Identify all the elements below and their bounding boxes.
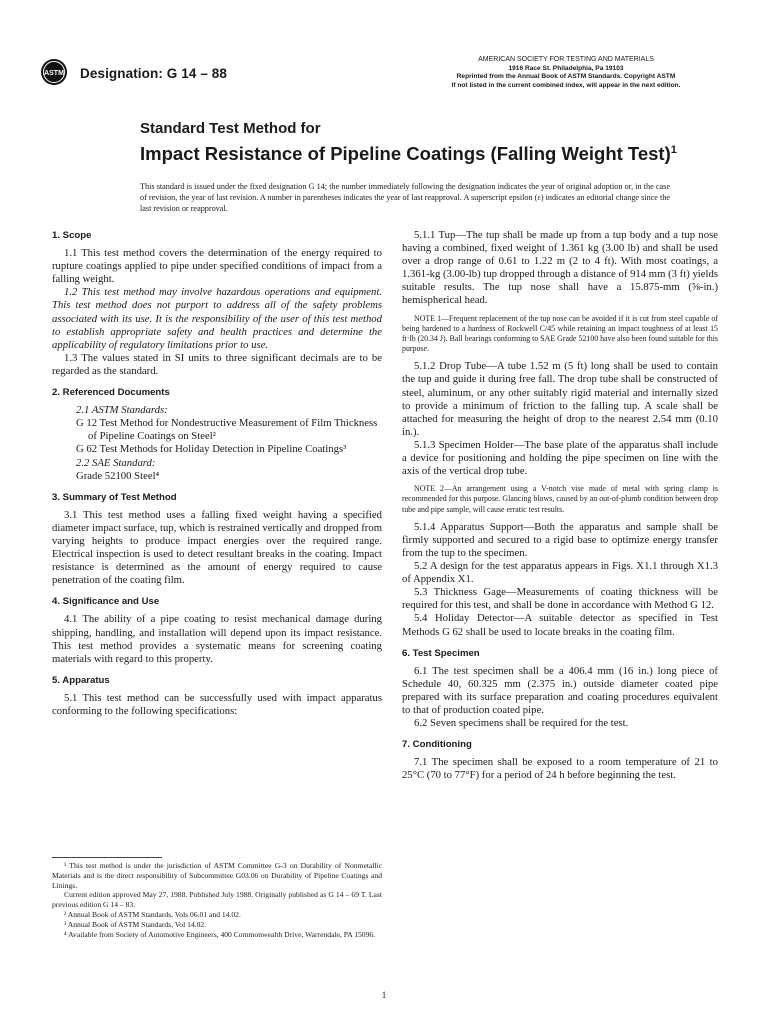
title-prefix: Standard Test Method for [140, 120, 321, 137]
index-note: If not listed in the current combined index, will appear in the next edition. [451, 81, 681, 89]
footnote: Current edition approved May 27, 1988. Published July 1988. Originally published as G 14 – 69 T. Last previous edition G 14 – 83. [52, 890, 382, 910]
paragraph: 5.4 Holiday Detector—A suitable detector as specified in Test Methods G 62 shall be used to locate breaks in the coating film. [402, 612, 718, 638]
svg-text:ASTM: ASTM [44, 70, 64, 77]
paragraph: 7.1 The specimen shall be exposed to a room temperature of 21 to 25°C (70 to 77°F) for a period of 24 h before beginning the test. [402, 756, 718, 782]
issuance-statement: This standard is issued under the fixed designation G 14; the number immediately following the designation indicates the year of original adoption or, in the case of revision, the year of last revision. A number in parentheses indicates the year of last reapproval. A superscript epsilon (ε) indicates an editorial change since the last revision or reapproval. [140, 182, 670, 214]
publisher-address: 1916 Race St. Philadelphia, Pa 19103 [508, 64, 624, 72]
footnote: ³ Annual Book of ASTM Standards, Vol 14.02. [64, 919, 207, 929]
section-heading: 3. Summary of Test Method [52, 491, 177, 503]
publisher-name: AMERICAN SOCIETY FOR TESTING AND MATERIALS [478, 56, 654, 63]
paragraph: 5.1.2 Drop Tube—A tube 1.52 m (5 ft) long shall be used to contain the tup and guide it during free fall. The drop tube shall be constructed of steel, aluminum, or any other suitably rigid material and internally sized to provide a minimum of friction to the falling tup. A scale shall be attached for measuring the height of drop to the nearest 2.54 mm (0.10 in.). [402, 360, 718, 438]
footnotes [52, 861, 382, 939]
page-number: 1 [381, 990, 387, 1000]
section-heading: 4. Significance and Use [52, 596, 160, 608]
paragraph: 1.2 This test method may involve hazardous operations and equipment. This test method does not purport to address all of the safety problems associated with its use. It is the responsibility of the user of this test method to establish appropriate safety and health practices and determine the applicability of regulatory limitations prior to use. [52, 286, 382, 351]
section-heading: 2. Referenced Documents [52, 387, 170, 399]
footnote: ¹ This test method is under the jurisdiction of ASTM Committee G-3 on Durability of Nonmetallic Materials and is the direct responsibility of Subcommittee G03.06 on Durability of Pipeline Coatings and Linings. [52, 861, 382, 890]
paragraph: 1.1 This test method covers the determination of the energy required to rupture coatings applied to pipe under specified conditions of impact from a falling weight. [52, 247, 382, 286]
section-heading: 5. Apparatus [52, 674, 110, 686]
reprint-note: Reprinted from the Annual Book of ASTM Standards. Copyright ASTM [456, 73, 676, 81]
footnote: ⁴ Available from Society of Automotive Engineers, 400 Commonwealth Drive, Warrendale, PA 15096. [64, 929, 376, 939]
left-column [52, 229, 382, 718]
section-heading: 1. Scope [52, 230, 92, 241]
section-heading: 6. Test Specimen [402, 647, 480, 659]
publisher-block [436, 56, 696, 90]
footnote-rule [52, 857, 162, 858]
paragraph: 3.1 This test method uses a falling fixed weight having a specified diameter impact surface, tup, which is restrained vertically and dropped from varying heights to produce impact energies over the required range. Electrical inspection is used to detect resultant breaks in the coating. Impact resistance is determined as the amount of energy required to cause penetration of the coating film. [52, 508, 383, 587]
paragraph: 5.3 Thickness Gage—Measurements of coating thickness will be required for this test, and shall be done in accordance with Method G 12. [402, 586, 718, 612]
astm-logo [40, 58, 68, 86]
right-column [402, 229, 718, 783]
footnote: ² Annual Book of ASTM Standards, Vols 06.01 and 14.02. [64, 909, 241, 919]
reference-item: G 62 Test Methods for Holiday Detection in Pipeline Coatings³ [76, 443, 347, 456]
note: NOTE 1—Frequent replacement of the tup nose can be avoided if it is cut from steel capable of being hardened to a hardness of Rockwell C/45 while retaining an impact toughness of at least 15 ft·lb (20.34 J). Ball bearings conforming to SAE Grade 52100 have also been found suitable for this purpose. [402, 313, 718, 354]
section-heading: 7. Conditioning [402, 739, 472, 751]
note: NOTE 2—An arrangement using a V-notch vise made of metal with spring clamp is recommended for this purpose. Glancing blows, caused by an out-of-plumb condition between drop tube and pipe sample, will cause erratic test results. [402, 484, 718, 514]
paragraph: 5.1 This test method can be successfully used with impact apparatus conforming to the following specifications: [52, 691, 382, 717]
paragraph: 6.1 The test specimen shall be a 406.4 mm (16 in.) long piece of Schedule 40, 60.325 mm (2.375 in.) outside diameter coated pipe prepared with its surface preparation and coating procedures equivalent to that of production coated pipe. [402, 664, 718, 717]
paragraph: 5.2 A design for the test apparatus appears in Figs. X1.1 through X1.3 of Appendix X1. [402, 560, 718, 586]
title-footnote-mark: 1 [670, 144, 677, 156]
document-title [140, 143, 677, 165]
paragraph: 1.3 The values stated in SI units to three significant decimals are to be regarded as the standard. [52, 351, 382, 377]
paragraph: 6.2 Seven specimens shall be required for the test. [414, 717, 629, 730]
paragraph: 5.1.3 Specimen Holder—The base plate of the apparatus shall include a device for positioning and holding the pipe specimen on line with the axis of the vertical drop tube. [402, 438, 718, 478]
title-text: Impact Resistance of Pipeline Coatings (Falling Weight Test) [140, 143, 671, 164]
paragraph: 4.1 The ability of a pipe coating to resist mechanical damage during shipping, handling, and installation will depend upon its impact resistance. This test method provides a systematic means for screening coating materials with regard to this property. [52, 613, 382, 665]
paragraph: 5.1.1 Tup—The tup shall be made up from a tup body and a tup nose having a combined, fixed weight of 1.361 kg (3.00 lb) and shall be used over a drop range of 0.61 to 1.22 m (2 to 4 ft). With most coatings, a 1.361-kg (3.00-lb) tup dropped through a distance of 914 mm (3 ft) yields suitable results. The tup nose shall have a 15.875-mm (⅝-in.) hemispherical head. [402, 229, 718, 307]
reference-item: G 12 Test Method for Nondestructive Measurement of Film Thickness of Pipeline Coatings on Steel² [76, 417, 378, 443]
paragraph: 5.1.4 Apparatus Support—Both the apparatus and sample shall be firmly supported and secured to a rigid base to optimize energy transfer from the tup to the specimen. [402, 520, 718, 560]
paragraph: 2.1 ASTM Standards: [76, 404, 168, 417]
reference-item: Grade 52100 Steel⁴ [76, 469, 160, 482]
paragraph: 2.2 SAE Standard: [76, 456, 156, 469]
designation: Designation: G 14 – 88 [80, 66, 227, 81]
